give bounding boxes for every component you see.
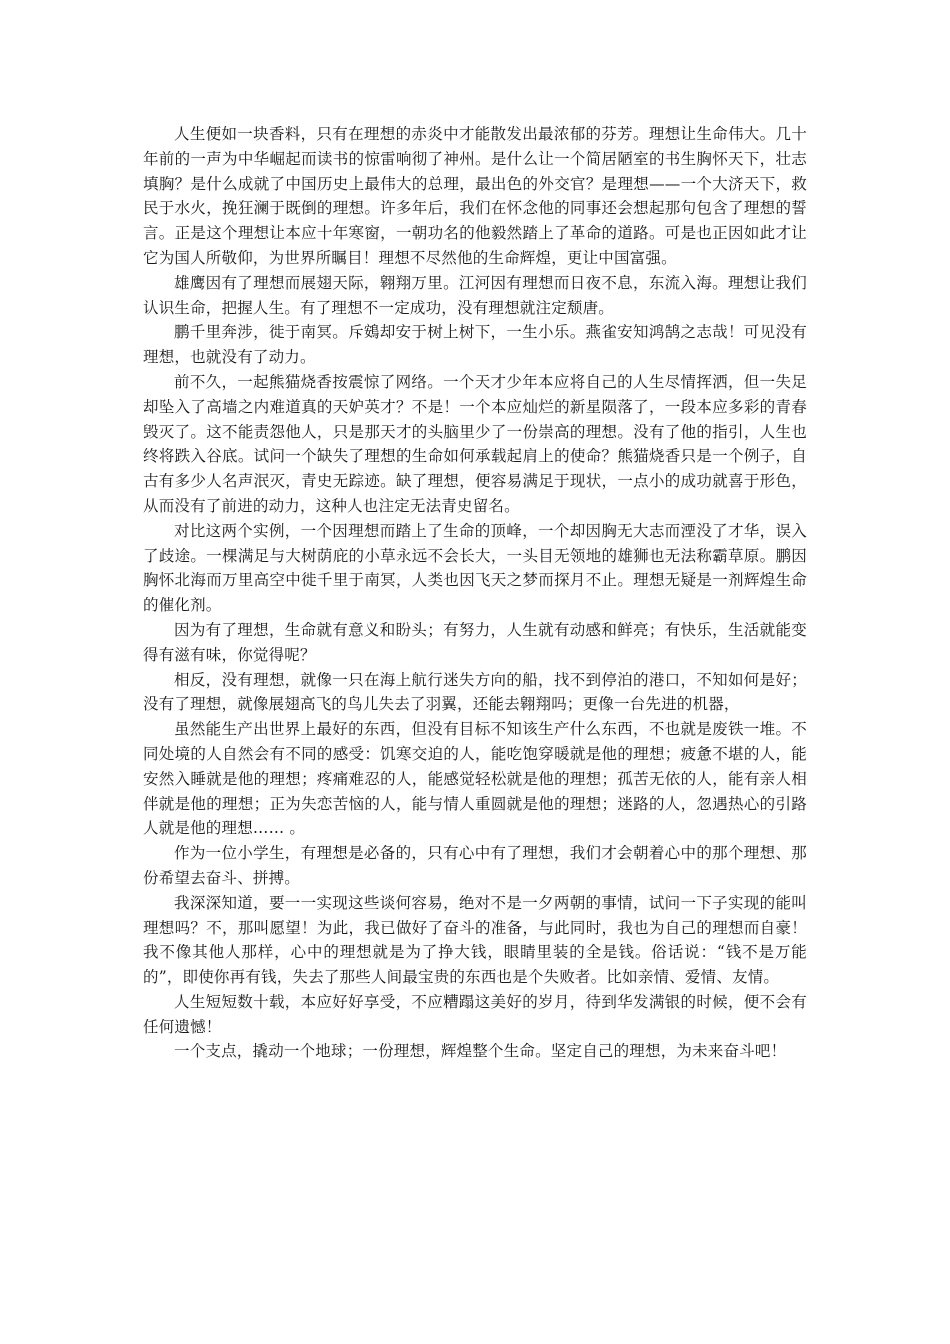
- paragraph: 人生便如一块香料，只有在理想的赤炎中才能散发出最浓郁的芬芳。理想让生命伟大。几十年前的一声为中华崛起而读书的惊雷响彻了神州。是什么让一个简居陋室的书生胸怀天下，壮志填胸？是什么成就了中国历史上最伟大的总理，最出色的外交官？是理想——一个大济天下，救民于水火，挽狂澜于既倒的理想。许多年后，我们在怀念他的同事还会想起那句包含了理想的誓言。正是这个理想让本应十年寒窗，一朝功名的他毅然踏上了革命的道路。可是也正因如此才让它为国人所敬仰，为世界所瞩目！理想不尽然他的生命辉煌，更让中国富强。: [143, 125, 807, 267]
- paragraph: 前不久，一起熊猫烧香按震惊了网络。一个天才少年本应将自己的人生尽情挥洒，但一失足却坠入了高墙之内难道真的天妒英才？不是！一个本应灿烂的新星陨落了，一段本应多彩的青春毁灭了。这不能责怨他人，只是那天才的头脑里少了一份崇高的理想。没有了他的指引，人生也终将跌入谷底。试问一个缺失了理想的生命如何承载起肩上的使命？熊猫烧香只是一个例子，自古有多少人名声泯灭，青史无踪迹。缺了理想，便容易满足于现状，一点小的成功就喜于形色，从而没有了前进的动力，这种人也注定无法青史留名。: [143, 372, 807, 515]
- paragraph: 作为一位小学生，有理想是必备的，只有心中有了理想，我们才会朝着心中的那个理想、那份希望去奋斗、拼搏。: [143, 844, 807, 887]
- paragraph: 因为有了理想，生命就有意义和盼头；有努力，人生就有动感和鲜亮；有快乐，生活就能变得有滋有味，你觉得呢？: [143, 620, 807, 664]
- paragraph: 人生短短数十载，本应好好享受，不应糟蹋这美好的岁月，待到华发满银的时候，便不会有任何遗憾！: [143, 992, 807, 1036]
- paragraph: 雄鹰因有了理想而展翅天际，翱翔万里。江河因有理想而日夜不息，东流入海。理想让我们认识生命，把握人生。有了理想不一定成功，没有理想就注定颓唐。: [143, 273, 807, 317]
- paragraph: 对比这两个实例，一个因理想而踏上了生命的顶峰，一个却因胸无大志而湮没了才华，误入了歧途。一棵满足与大树荫庇的小草永远不会长大，一头目无领地的雄狮也无法称霸草原。鹏因胸怀北海而万里高空中徙千里于南冥，人类也因飞天之梦而探月不止。理想无疑是一剂辉煌生命的催化剂。: [143, 521, 807, 615]
- paragraph: 相反，没有理想，就像一只在海上航行迷失方向的船，找不到停泊的港口，不知如何是好；没有了理想，就像展翅高飞的鸟儿失去了羽翼，还能去翱翔吗；更像一台先进的机器，: [143, 670, 807, 714]
- paragraph: 一个支点，撬动一个地球；一份理想，辉煌整个生命。坚定自己的理想，为未来奋斗吧！: [174, 1042, 787, 1061]
- document-body: [143, 122, 807, 1064]
- paragraph: 我深深知道，要一一实现这些谈何容易，绝对不是一夕两朝的事情，试问一下子实现的能叫理想吗？不，那叫愿望！为此，我已做好了奋斗的准备，与此同时，我也为自己的理想而自豪！我不像其他人那样，心中的理想就是为了挣大钱，眼睛里装的全是钱。俗话说：“钱不是万能的”，即使你再有钱，失去了那些人间最宝贵的东西也是个失败者。比如亲情、爱情、友情。: [143, 893, 807, 987]
- paragraph: 虽然能生产出世界上最好的东西，但没有目标不知该生产什么东西，不也就是废铁一堆。不同处境的人自然会有不同的感受：饥寒交迫的人，能吃饱穿暖就是他的理想；疲惫不堪的人，能安然入睡就是他的理想；疼痛难忍的人，能感觉轻松就是他的理想；孤苦无依的人，能有亲人相伴就是他的理想；正为失恋苦恼的人，能与情人重圆就是他的理想；迷路的人，忽遇热心的引路人就是他的理想…… 。: [143, 720, 807, 838]
- paragraph: 鹏千里奔涉，徙于南冥。斥鴳却安于树上树下，一生小乐。燕雀安知鸿鹄之志哉！可见没有理想，也就没有了动力。: [143, 323, 807, 367]
